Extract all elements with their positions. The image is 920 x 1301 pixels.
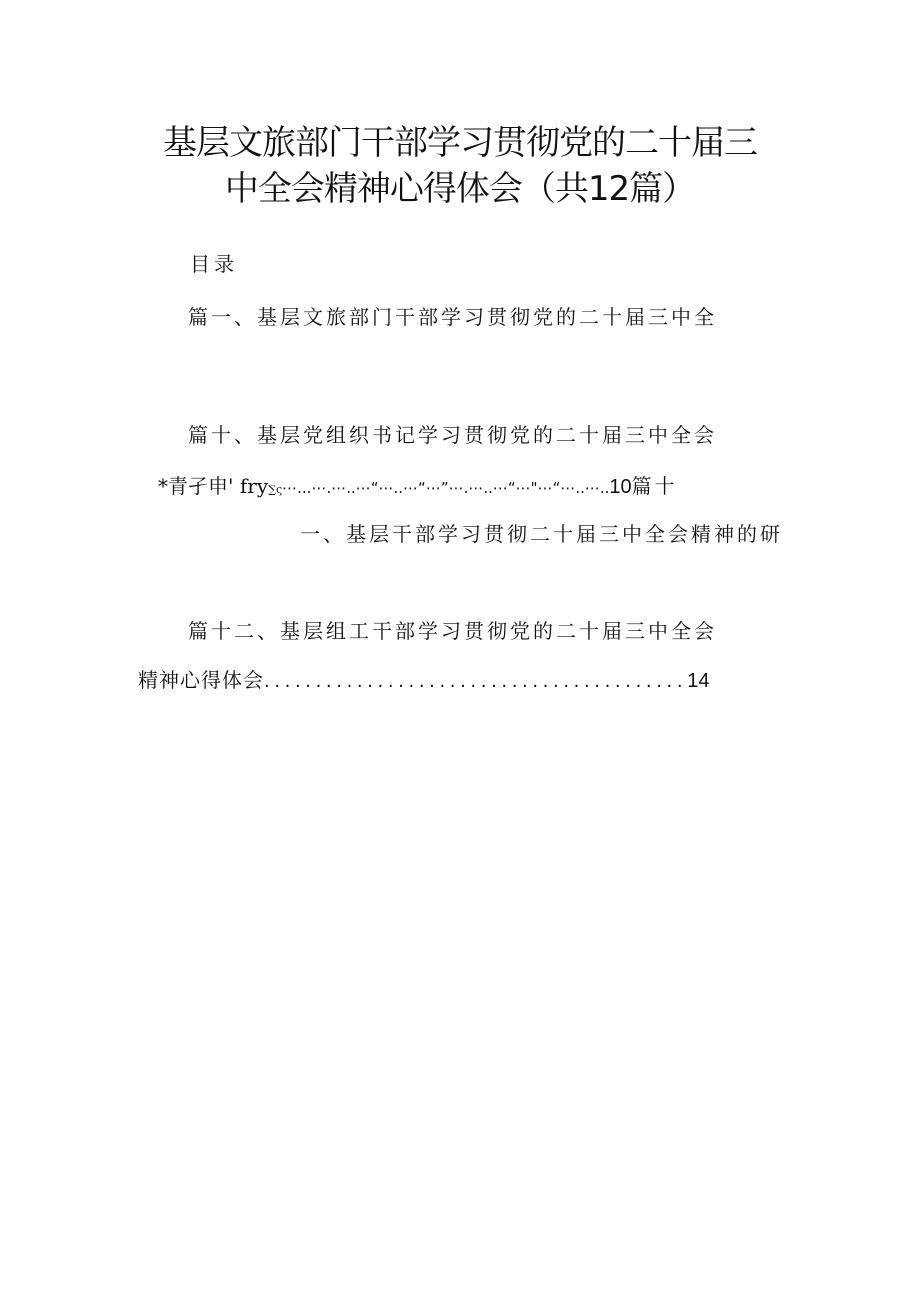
- toc-entry-1[interactable]: 篇一、基层文旅部门干部学习贯彻党的二十届三中全: [188, 305, 717, 329]
- toc-entry-10-text: *青孑申' fry: [158, 474, 269, 498]
- toc-entry-10-dots: ⋯...⋯.⋯..⋯“⋯..⋯“⋯”⋯.⋯..⋯“⋯"⋯“⋯..⋯..: [282, 479, 610, 497]
- toc-entry-10-subscript: ∑ς: [268, 483, 283, 496]
- toc-entry-10-line-1[interactable]: 篇十、基层党组织书记学习贯彻党的二十届三中全会: [188, 423, 717, 447]
- toc-entry-11[interactable]: 一、基层干部学习贯彻二十届三中全会精神的研: [300, 522, 783, 546]
- toc-entry-12-page-number: 14: [687, 670, 710, 692]
- toc-entry-10-page-number: 10: [609, 476, 632, 498]
- toc-heading: 目录: [190, 252, 238, 276]
- toc-entry-12-line-2[interactable]: [138, 670, 709, 691]
- toc-entry-10-line-2[interactable]: [158, 476, 678, 497]
- toc-entry-12-line-1[interactable]: 篇十二、基层组工干部学习贯彻党的二十届三中全会: [188, 619, 717, 643]
- document-title-line-1: 基层文旅部门干部学习贯彻党的二十届三: [163, 123, 757, 163]
- toc-entry-11-prefix: 篇十: [631, 474, 678, 498]
- toc-entry-12-dots: .........................................: [264, 671, 688, 692]
- toc-entry-12-text: 精神心得体会: [138, 668, 264, 692]
- document-title-line-2: 中全会精神心得体会（共12篇）: [224, 169, 696, 209]
